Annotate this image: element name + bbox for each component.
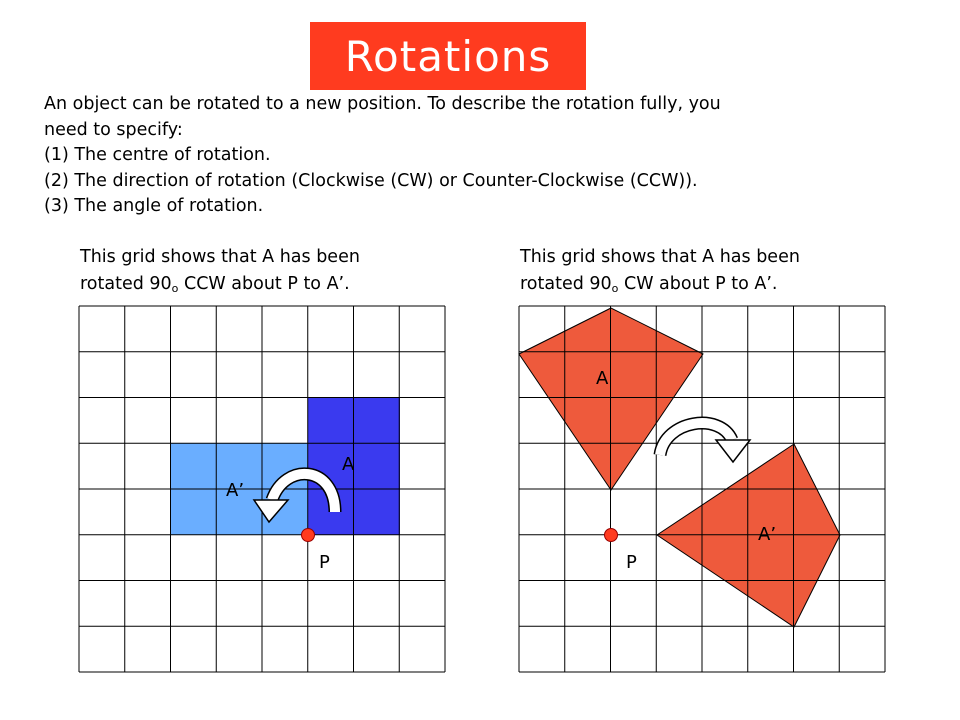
cw-arrow-icon [660,423,750,462]
label-P-left: P [319,552,330,573]
left-caption-line1: This grid shows that A has been [80,247,360,267]
intro-line: (2) The direction of rotation (Clockwise (CW) or Counter-Clockwise (CCW)). [44,170,698,191]
label-A-right: A [596,368,609,389]
degree-mark: o [611,282,619,295]
point-P-left [302,529,315,542]
label-A-prime-left: A’ [226,480,245,501]
label-A-prime-right: A’ [758,524,777,545]
left-caption-line2: rotated 90o CCW about P to A’. [80,274,350,295]
intro-line: (3) The angle of rotation. [44,196,264,216]
intro-line: An object can be rotated to a new position. To describe the rotation fully, you [44,94,721,114]
label-A-left: A [342,454,355,475]
degree-mark: o [171,282,179,295]
kite-A-prime-right [657,444,840,627]
page-title: Rotations [344,31,552,81]
right-caption-line2: rotated 90o CW about P to A’. [520,274,778,295]
left-grid [79,306,445,672]
intro-line: need to specify: [44,119,183,140]
label-P-right: P [626,552,637,573]
intro-line: (1) The centre of rotation. [44,145,271,165]
right-caption-line1: This grid shows that A has been [520,247,800,267]
point-P-right [605,529,618,542]
